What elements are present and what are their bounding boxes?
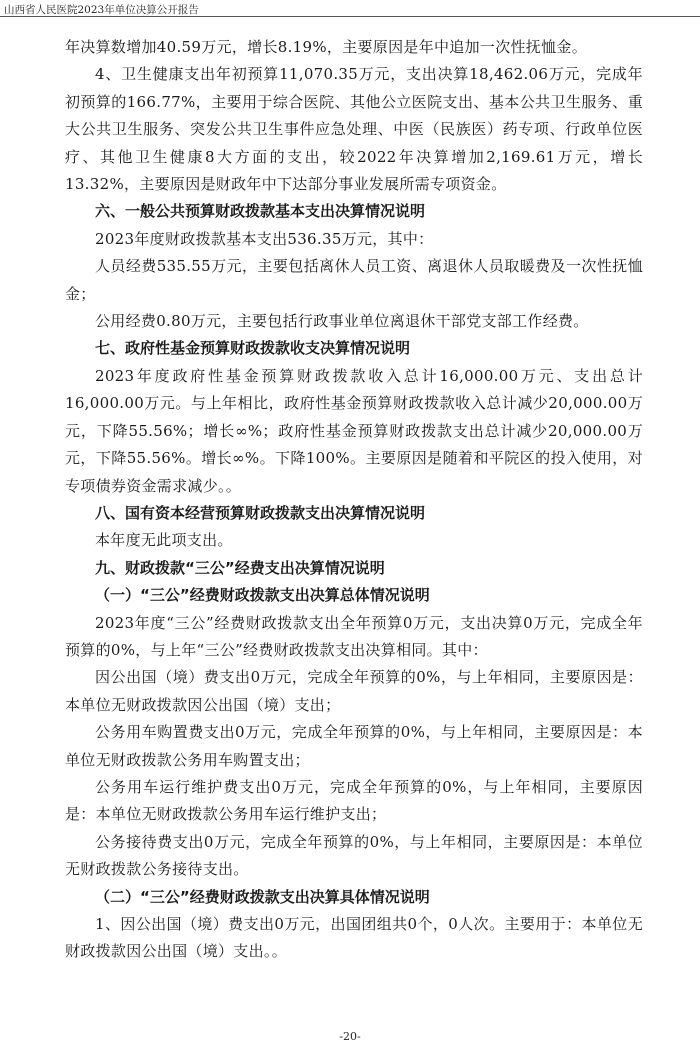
- subsection-heading-2: （二）“三公”经费财政拨款支出决算具体情况说明: [95, 887, 430, 906]
- paragraph-4: 人员经费535.55万元，主要包括离休人员工资、离退休人员取暖费及一次性抚恤金；: [65, 257, 643, 303]
- paragraph-7: 本年度无此项支出。: [95, 531, 233, 550]
- section-heading-6: 六、一般公共预算财政拨款基本支出决算情况说明: [95, 202, 426, 221]
- paragraph-2: 4、卫生健康支出年初预算11,070.35万元，支出决算18,462.06万元，完成年初预算的166.77%，主要用于综合医院、其他公立医院支出、基本公共卫生服务、重大公共卫生服务、突发公共卫生事件应急处理、中医（民族医）药专项、行政单位医疗、其他卫生健康8大方面的支出，较2022年决算增加2,169.61万元，增长13.32%，主要原因是财政年中下达部分事业发展所需专项资金。: [65, 65, 643, 194]
- paragraph-3: 2023年度财政拨款基本支出536.35万元，其中：: [95, 229, 434, 248]
- paragraph-8: 2023年度“三公”经费财政拨款支出全年预算0万元，支出决算0万元，完成全年预算的0%，与上年“三公”经费财政拨款支出决算相同。其中：: [65, 613, 643, 659]
- paragraph-11: 公务用车运行维护费支出0万元，完成全年预算的0%，与上年相同，主要原因是：本单位无财政拨款公务用车运行维护支出；: [65, 777, 643, 824]
- paragraph-9: 因公出国（境）费支出0万元，完成全年预算的0%，与上年相同，主要原因是：本单位无财政拨款因公出国（境）支出；: [65, 668, 643, 714]
- header-divider: [0, 16, 700, 17]
- page-header: 山西省人民医院2023年单位决算公开报告: [4, 4, 199, 16]
- section-heading-9: 九、财政拨款“三公”经费支出决算情况说明: [95, 558, 385, 577]
- paragraph-5: 公用经费0.80万元，主要包括行政事业单位离退休干部党支部工作经费。: [95, 312, 589, 331]
- paragraph-13: 1、因公出国（境）费支出0万元，出国团组共0个，0人次。主要用于：本单位无财政拨款因公出国（境）支出。。: [65, 915, 643, 961]
- section-heading-7: 七、政府性基金预算财政拨款收支决算情况说明: [95, 339, 411, 358]
- page-number: -20-: [339, 1030, 361, 1043]
- paragraph-12: 公务接待费支出0万元，完成全年预算的0%，与上年相同，主要原因是：本单位无财政拨款公务接待支出。: [65, 832, 643, 879]
- section-heading-8: 八、国有资本经营预算财政拨款支出决算情况说明: [95, 503, 426, 522]
- paragraph-1: 年决算数增加40.59万元，增长8.19%，主要原因是年中追加一次性抚恤金。: [65, 38, 587, 56]
- document-body: [65, 34, 643, 966]
- paragraph-10: 公务用车购置费支出0万元，完成全年预算的0%，与上年相同，主要原因是：本单位无财政拨款公务用车购置支出；: [65, 723, 643, 769]
- paragraph-6: 2023年度政府性基金预算财政拨款收入总计16,000.00万元、支出总计16,000.00万元。与上年相比，政府性基金预算财政拨款收入总计减少20,000.00万元，下降55.56%；增长∞%；政府性基金预算财政拨款支出总计减少20,000.00万元，下降55.56%。增长∞%。下降100%。主要原因是随着和平院区的投入使用，对专项债券资金需求减少。。: [65, 366, 643, 495]
- subsection-heading-1: （一）“三公”经费财政拨款支出决算总体情况说明: [95, 586, 430, 605]
